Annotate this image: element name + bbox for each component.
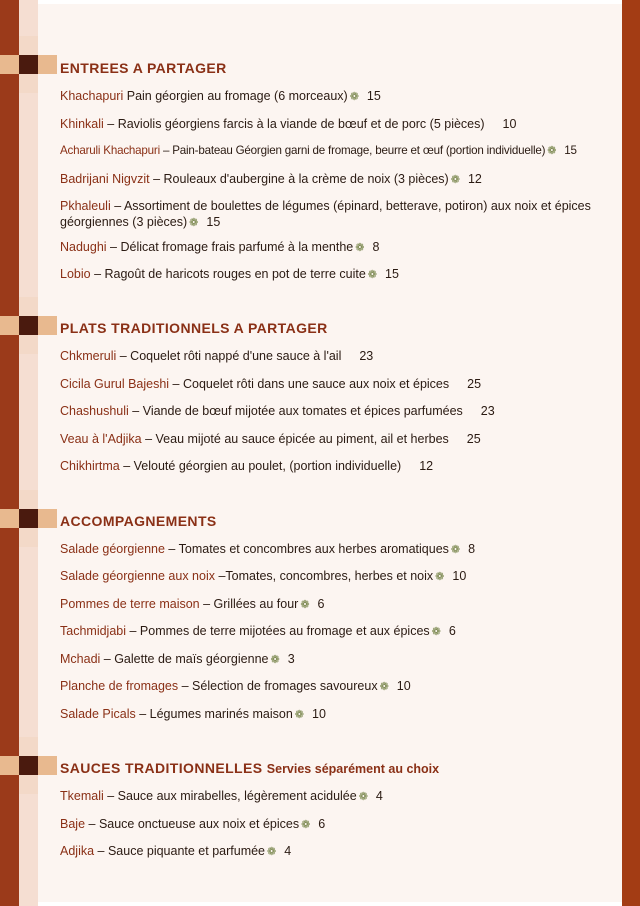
section-title: ENTREES A PARTAGER: [60, 60, 227, 76]
right-border-band: [622, 0, 640, 906]
menu-item: Baje – Sauce onctueuse aux noix et épices ❁ 6: [60, 817, 326, 831]
section-plats: [60, 318, 610, 338]
vegetarian-icon: ❁: [547, 145, 557, 157]
vegetarian-icon: ❁: [358, 791, 368, 803]
price: 15: [564, 144, 577, 157]
price: 3: [287, 652, 295, 666]
section-entrees: [60, 58, 610, 78]
section-subtitle: Servies séparément au choix: [266, 762, 440, 776]
vegetarian-icon: ❁: [435, 571, 445, 583]
price: 15: [206, 215, 221, 229]
price: 8: [372, 240, 380, 254]
menu-item: Chashushuli – Viande de bœuf mijotée aux tomates et épices parfumées 23: [60, 404, 495, 418]
price: 25: [467, 377, 482, 391]
price: 6: [448, 624, 456, 638]
menu-item: Acharuli Khachapuri – Pain-bateau Géorgien garni de fromage, beurre et œuf (portion individuelle) ❁ 15: [60, 144, 577, 157]
menu-item: Khachapuri Pain géorgien au fromage (6 morceaux) ❁ 15: [60, 89, 381, 103]
vegetarian-icon: ❁: [267, 846, 277, 858]
menu-item: Chkmeruli – Coquelet rôti nappé d'une sauce à l'ail 23: [60, 349, 374, 363]
vegetarian-icon: ❁: [379, 681, 389, 693]
price: 23: [480, 404, 495, 418]
price: 25: [466, 432, 481, 446]
price: 10: [452, 569, 467, 583]
menu-item: Khinkali – Raviolis géorgiens farcis à la viande de bœuf et de porc (5 pièces) 10: [60, 117, 517, 131]
menu-item: Cicila Gurul Bajeshi – Coquelet rôti dans une sauce aux noix et épices 25: [60, 377, 482, 391]
price: 12: [419, 459, 434, 473]
vegetarian-icon: ❁: [349, 91, 359, 103]
price: 15: [366, 89, 381, 103]
page-top-margin: [38, 0, 622, 4]
menu-item: Nadughi – Délicat fromage frais parfumé à la menthe ❁ 8: [60, 240, 380, 254]
page-bottom-margin: [38, 902, 622, 906]
vegetarian-icon: ❁: [450, 174, 460, 186]
vegetarian-icon: ❁: [300, 599, 310, 611]
section-title: ACCOMPAGNEMENTS: [60, 513, 217, 529]
vegetarian-icon: ❁: [301, 819, 311, 831]
price: 4: [375, 789, 383, 803]
vegetarian-icon: ❁: [355, 242, 365, 254]
menu-item: Planche de fromages – Sélection de fromages savoureux ❁ 10: [60, 679, 411, 693]
price: 10: [396, 679, 411, 693]
vegetarian-icon: ❁: [450, 544, 461, 556]
price: 10: [502, 117, 517, 131]
price: 15: [385, 267, 399, 281]
section-title: SAUCES TRADITIONNELLES Servies séparément au choix: [60, 760, 440, 776]
vegetarian-icon: ❁: [431, 626, 441, 638]
price: 12: [467, 172, 482, 186]
menu-item: Mchadi – Galette de maïs géorgienne ❁ 3: [60, 652, 295, 666]
price: 4: [284, 844, 292, 858]
vegetarian-icon: ❁: [270, 654, 280, 666]
vegetarian-icon: ❁: [294, 709, 304, 721]
section-sauces: [60, 758, 610, 778]
menu-item: Badrijani Nigvzit – Rouleaux d'aubergine à la crème de noix (3 pièces) ❁ 12: [60, 172, 482, 186]
section-accompagnements: [60, 511, 610, 531]
menu-item: Tachmidjabi – Pommes de terre mijotées au fromage et aux épices ❁ 6: [60, 624, 456, 638]
section-title: PLATS TRADITIONNELS A PARTAGER: [60, 320, 328, 336]
menu-item: Lobio – Ragoût de haricots rouges en pot de terre cuite ❁ 15: [60, 267, 399, 281]
menu-item: Salade géorgienne aux noix –Tomates, concombres, herbes et noix ❁ 10: [60, 569, 467, 583]
price: 23: [359, 349, 374, 363]
menu-item: Chikhirtma – Velouté géorgien au poulet, (portion individuelle) 12: [60, 459, 434, 473]
menu-item: Pkhaleuli – Assortiment de boulettes de légumes (épinard, betterave, potiron) aux noix et épices géorgiennes (3 pièces) ❁ 15: [60, 199, 591, 229]
menu-item: Salade géorgienne – Tomates et concombres aux herbes aromatiques ❁ 8: [60, 542, 476, 556]
menu-item: Salade Picals – Légumes marinés maison ❁ 10: [60, 707, 326, 721]
menu-item: Tkemali – Sauce aux mirabelles, légèrement acidulée ❁ 4: [60, 789, 383, 803]
menu-item: Veau à l'Adjika – Veau mijoté au sauce épicée au piment, ail et herbes 25: [60, 432, 481, 446]
price: 8: [468, 542, 476, 556]
price: 6: [317, 597, 325, 611]
vegetarian-icon: ❁: [189, 217, 199, 229]
menu-item: Adjika – Sauce piquante et parfumée ❁ 4: [60, 844, 292, 858]
price: 6: [318, 817, 326, 831]
price: 10: [312, 707, 326, 721]
vegetarian-icon: ❁: [367, 269, 377, 281]
menu-item: Pommes de terre maison – Grillées au four ❁ 6: [60, 597, 325, 611]
